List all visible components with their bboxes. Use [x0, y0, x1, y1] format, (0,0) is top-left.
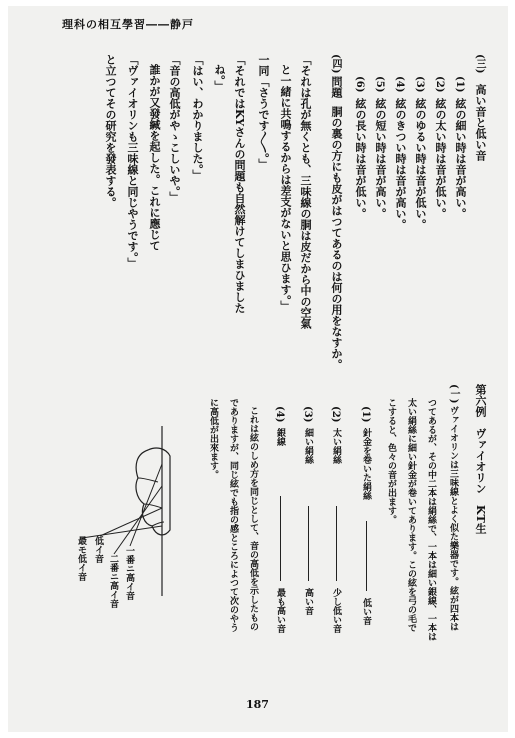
para-2: 一同「さうです〳〵。」: [257, 54, 270, 170]
item-6-number: (6): [354, 76, 365, 93]
string-1-number: (1): [360, 406, 371, 423]
page-number: 187: [246, 698, 269, 711]
item-4-text: 絃のきつい時は音が高い。: [394, 98, 407, 230]
figure-label-2: 二番ニ高イ音: [108, 554, 118, 608]
figure-label-1: 一番ニ高イ音: [124, 546, 134, 600]
figure-label-3: 低イ音: [93, 536, 103, 563]
sec-1-line-1: ヴァイオリンは三味線とよく似た樂器です。絃が四本は: [448, 406, 458, 631]
item-1-text: 絃の細い時は音が高い。: [454, 98, 467, 219]
string-1-name: 針金を卷いた絹絲: [361, 428, 371, 500]
section-3-title: 高い音と低い音: [474, 84, 487, 161]
section-3-number: (三): [474, 54, 485, 74]
string-3-number: (3): [302, 406, 313, 423]
sec-2-line-2: でありますが、同じ絃でも指の感ところによつて次のやう: [228, 398, 238, 632]
question-text: 胴の裏の方にも皮がはつてあるのは何の用をなすか。: [330, 106, 343, 370]
item-1-number: (1): [454, 76, 465, 93]
string-4-number: (4): [274, 406, 285, 423]
sec-1-line-4: こすると、色々の音が出ます。: [386, 398, 396, 524]
example-6-title: 第六例 ヴァイオリン KT生: [474, 384, 487, 534]
para-5-line-2: 誰かが又發緘を起した。これに應じて: [148, 64, 161, 251]
para-1-line-1: 「それは孔が無くとも、三味線の胴は皮だから中の空氣: [299, 54, 312, 329]
item-2-text: 絃の太い時は音が低い。: [434, 98, 447, 219]
sec-1-line-2: つてあるが、その中二本は絹絲で、一本は細い銀線、一本は: [426, 398, 436, 641]
item-2-number: (2): [434, 76, 445, 93]
para-3-line-1: 「それではKYさんの問題も自然解けてしまひました: [233, 54, 246, 314]
sec-2-line-3: に高低が出來ます。: [208, 398, 218, 479]
string-2-note: 少し低い音: [331, 588, 341, 633]
string-4-note: 最も高い音: [275, 588, 285, 633]
string-4-leader: [280, 496, 281, 581]
para-3-line-2: ね。」: [213, 64, 226, 92]
para-1-line-2: と一緒に共鳴するからは差支がないと思ひます。」: [279, 64, 292, 312]
item-3-number: (3): [414, 76, 425, 93]
section-4-number: (四): [330, 54, 341, 74]
string-2-name: 太い絹絲: [331, 428, 341, 464]
para-5-line-1: 「音の高低がやゝこしいや。」: [168, 54, 181, 203]
question-label: 問題: [330, 76, 343, 98]
item-4-number: (4): [394, 76, 405, 93]
book-page: [8, 6, 508, 732]
string-1-leader: [366, 521, 367, 591]
item-3-text: 絃のゆるい時は音が低い。: [414, 98, 427, 230]
sec-1-line-3: 太い絹絲に細い針金が卷いてあります。この絃を弓の毛で: [406, 398, 416, 632]
sec-1-number: (一): [448, 384, 459, 404]
string-3-leader: [308, 506, 309, 581]
figure-label-4: 最モ低イ音: [76, 536, 86, 581]
string-2-number: (2): [330, 406, 341, 423]
para-6-line-2: と立つてその研究を發表する。: [104, 54, 117, 208]
string-4-name: 銀線: [275, 428, 285, 446]
string-3-note: 高い音: [303, 588, 313, 615]
string-1-note: 低い音: [361, 598, 371, 625]
para-6-line-1: 「ヴァイオリンも三味線と同じやうです。」: [126, 54, 139, 269]
string-3-name: 細い絹絲: [303, 428, 313, 464]
item-5-number: (5): [374, 76, 385, 93]
running-header: 理科の相互學習――静戸: [62, 18, 194, 31]
string-2-leader: [336, 506, 337, 581]
item-5-text: 絃の短い時は音が高い。: [374, 98, 387, 219]
item-6-text: 絃の長い時は音が低い。: [354, 98, 367, 219]
sec-2-line-1: これは絃のしめ方を同じとして、音の高低を示したもの: [248, 406, 258, 631]
para-4: 「はい、わかりました。」: [191, 54, 204, 181]
